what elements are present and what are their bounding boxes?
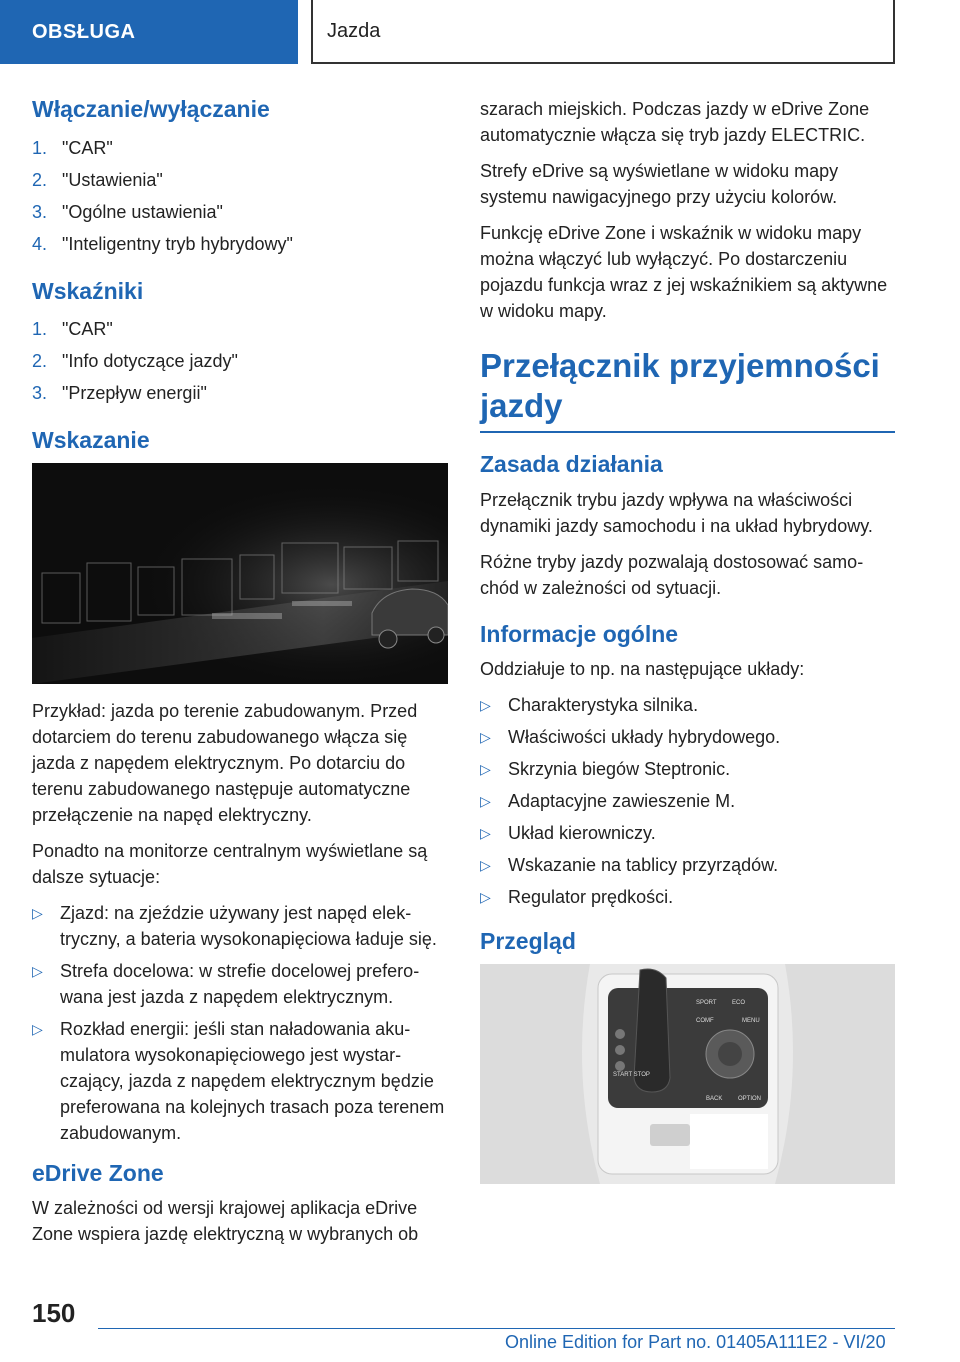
console-label-sport: SPORT [696, 999, 717, 1006]
triangle-bullet-icon: ▷ [480, 761, 491, 778]
triangle-bullet-icon: ▷ [480, 857, 491, 874]
triangle-bullet-icon: ▷ [32, 1020, 43, 1037]
indicators-heading: Wskaźniki [32, 277, 144, 304]
edrive-paragraph-3: Funkcję eDrive Zone i wskaźnik w widoku mapy można włączyć lub wyłączyć. Po dostarczeniu pojazdu funkcja wraz z jej wskaźnikiem są aktywne w widoku mapy. [480, 223, 888, 321]
console-label-start-stop: START STOP [613, 1071, 650, 1078]
triangle-bullet-icon: ▷ [32, 962, 43, 979]
section-tab [0, 0, 298, 64]
onoff-heading: Włączanie/wyłączanie [32, 96, 270, 122]
list-item: ▷ Adaptacyjne zawieszenie M. [480, 788, 895, 814]
left-column [32, 96, 448, 1257]
principle-paragraph-2: Różne tryby jazdy pozwalają dostosować samochód w zależności od sytuacji. [480, 551, 864, 598]
city-drive-graphic [32, 463, 448, 684]
chapter-label: Jazda [327, 19, 381, 42]
list-item: ▷ Rozkład energii: jeśli stan naładowania akumulatora wysokonapięciowego jest wystarczający, jazda z napędem elektrycznym będzie preferowana na kolejnych trasach poza terenem zabudowanym. [32, 1016, 448, 1146]
console-label-back: BACK [706, 1095, 723, 1102]
list-item: ▷ Właściwości układy hybrydowego. [480, 724, 895, 750]
console-label-option: OPTION [738, 1095, 762, 1102]
list-item: ▷ Układ kierowniczy. [480, 820, 895, 846]
list-item: 3. "Przepływ energii" [32, 383, 207, 404]
display-heading: Wskazanie [32, 427, 150, 454]
right-column [480, 96, 895, 1184]
indicators-steps [32, 313, 448, 409]
center-console-graphic [480, 964, 895, 1184]
chapter-header [311, 0, 895, 64]
list-item: ▷ Regulator prędkości. [480, 884, 895, 910]
list-item: ▷ Wskazanie na tablicy przyrządów. [480, 852, 895, 878]
general-paragraph: Oddziałuje to np. na następujące układy: [480, 659, 805, 680]
page-number: 150 [32, 1298, 76, 1328]
display-paragraph-1: Przykład: jazda po terenie zabudowanym. Przed dotarciem do terenu zabudowanego włącza się jazda z napędem elektrycznym. Po dotarciu do terenu zabudowanego następuje automatyczne przełączenie na napęd elektryczny. [32, 700, 418, 825]
console-label-menu: MENU [742, 1017, 760, 1024]
principle-heading: Zasada działania [480, 451, 663, 478]
triangle-bullet-icon: ▷ [480, 729, 491, 746]
triangle-bullet-icon: ▷ [480, 889, 491, 906]
edrive-paragraph-2: Strefy eDrive są wyświetlane w widoku mapy systemu nawigacyjnego przy użyciu kolorów. [480, 161, 839, 207]
footer-rule [98, 1328, 895, 1329]
edition-note: Online Edition for Part no. 01405A111E2 - VI/20 [505, 1332, 886, 1352]
list-item: 1. "CAR" [32, 137, 113, 158]
console-label-eco: ECO [732, 999, 746, 1006]
principle-paragraph-1: Przełącznik trybu jazdy wpływa na właściwości dynamiki jazdy samochodu i na układ hybrydowy. [480, 489, 873, 536]
section-divider [480, 431, 895, 433]
general-heading: Informacje ogólne [480, 620, 679, 647]
list-item: 1. "CAR" [32, 319, 113, 340]
main-section-title: Przełącznik przyjemności jazdy [480, 347, 880, 424]
edrive-heading: eDrive Zone [32, 1159, 164, 1186]
list-item: ▷ Zjazd: na zjeździe używany jest napęd elektryczny, a bateria wysokonapięciowa ładuje się. [32, 900, 448, 952]
display-bullets [32, 900, 448, 1146]
section-label: OBSŁUGA [32, 20, 136, 43]
console-label-comf: COMF [696, 1017, 714, 1024]
city-drive-illustration [32, 463, 448, 684]
display-paragraph-2: Ponadto na monitorze centralnym wyświetlane są dalsze sytuacje: [32, 840, 428, 887]
onoff-steps [32, 132, 448, 260]
overview-heading: Przegląd [480, 928, 576, 955]
list-item: ▷ Charakterystyka silnika. [480, 692, 895, 718]
triangle-bullet-icon: ▷ [32, 904, 43, 921]
list-item: 4. "Inteligentny tryb hybrydowy" [32, 233, 293, 254]
list-item: 2. "Info dotyczące jazdy" [32, 351, 238, 372]
list-item: 2. "Ustawienia" [32, 169, 163, 190]
list-item: ▷ Strefa docelowa: w strefie docelowej preferowana jest jazda z napędem elektrycznym. [32, 958, 448, 1010]
list-item: ▷ Skrzynia biegów Steptronic. [480, 756, 895, 782]
triangle-bullet-icon: ▷ [480, 697, 491, 714]
center-console-illustration [480, 964, 895, 1184]
general-bullets [480, 692, 895, 910]
triangle-bullet-icon: ▷ [480, 825, 491, 842]
edrive-paragraph: W zależności od wersji krajowej aplikacja eDrive Zone wspiera jazdę elektryczną w wybranych ob [32, 1198, 419, 1245]
triangle-bullet-icon: ▷ [480, 793, 491, 810]
list-item: 3. "Ogólne ustawienia" [32, 201, 223, 222]
edrive-paragraph-cont: szarach miejskich. Podczas jazdy w eDrive Zone automatycznie włącza się tryb jazdy ELECTRIC. [480, 99, 870, 145]
